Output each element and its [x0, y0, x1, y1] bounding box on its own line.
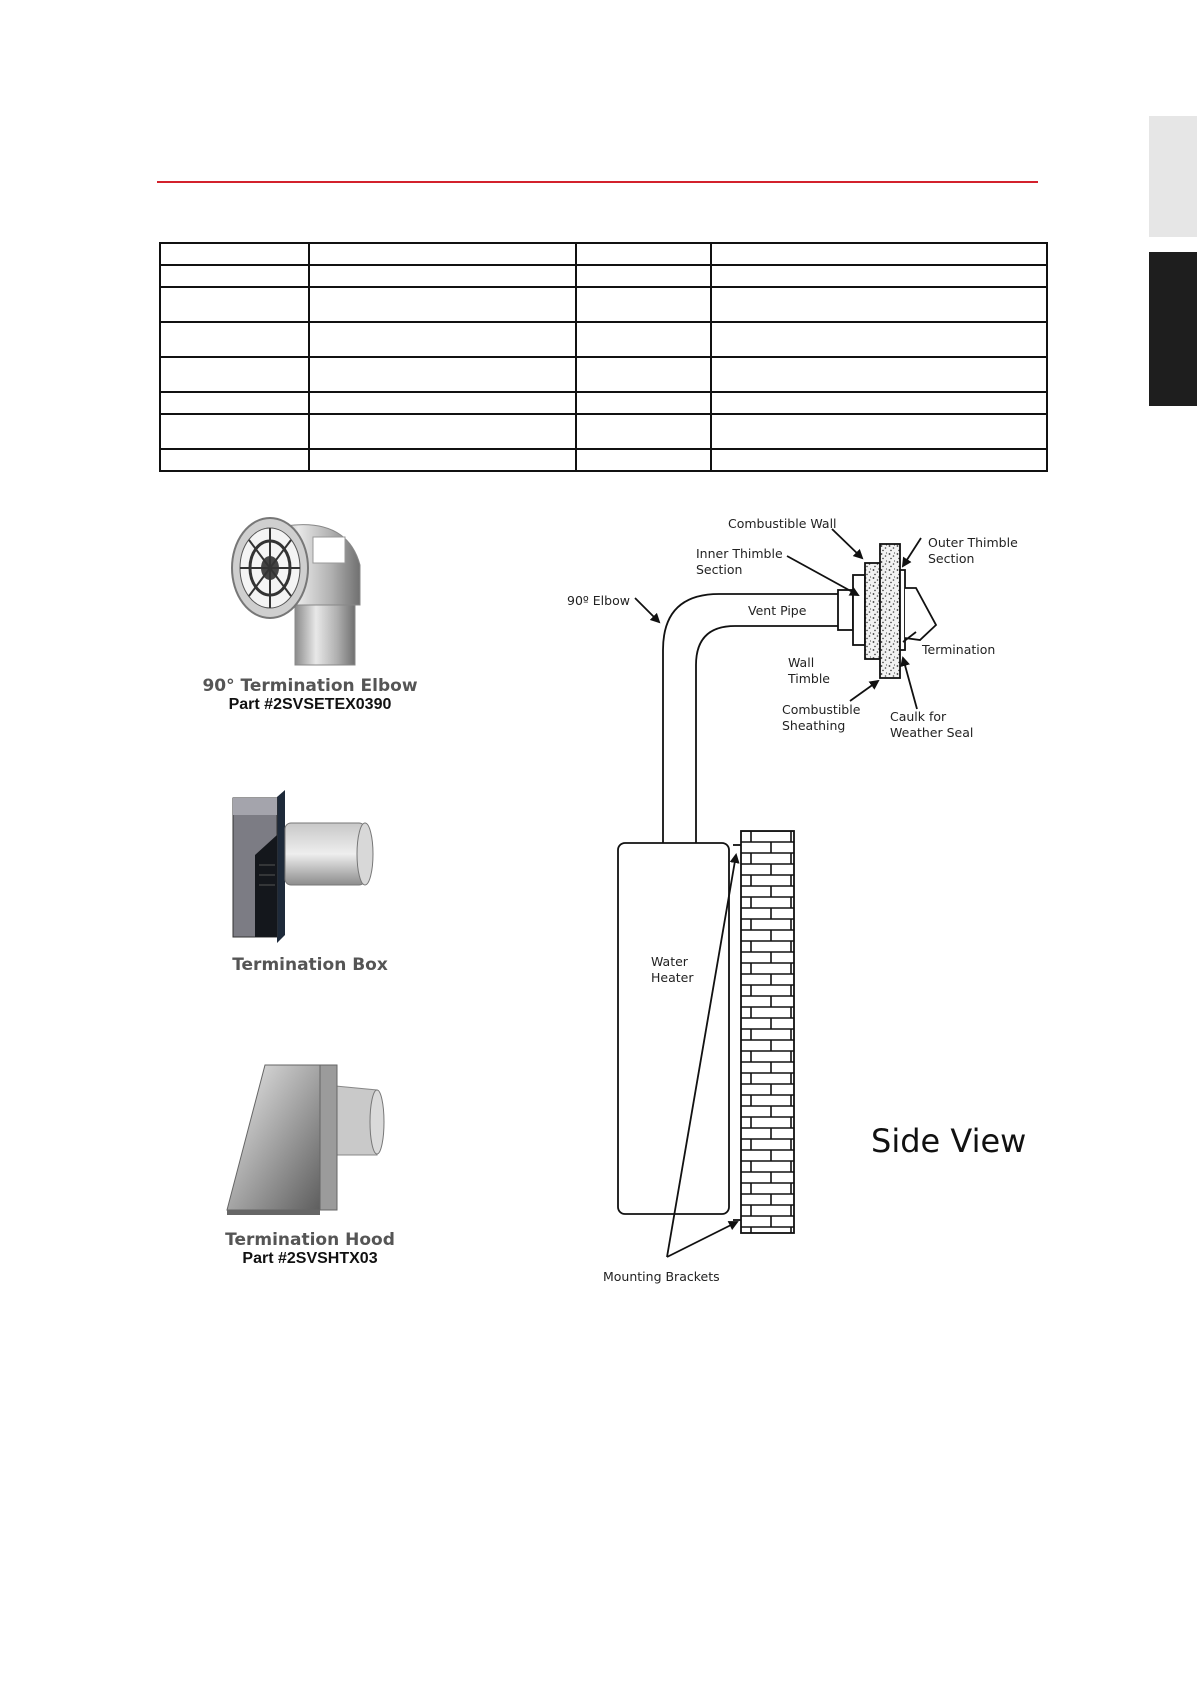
label-inner-thimble-2: Section [696, 562, 743, 577]
product-title: 90° Termination Elbow [202, 676, 418, 696]
label-caulk: Caulk for [890, 709, 947, 724]
label-combustible-wall: Combustible Wall [728, 516, 837, 531]
label-water-heater: Water [651, 954, 688, 969]
combustible-wall-section [865, 563, 880, 659]
label-mounting-brackets: Mounting Brackets [603, 1269, 720, 1284]
brick-wall [741, 831, 794, 1233]
label-termination: Termination [922, 642, 996, 657]
label-sheathing-2: Sheathing [782, 718, 846, 733]
label-water-heater-2: Heater [651, 970, 694, 985]
side-view-title: Side View [871, 1122, 1027, 1160]
label-outer-thimble-2: Section [928, 551, 975, 566]
label-caulk-2: Weather Seal [890, 725, 974, 740]
label-outer-thimble: Outer Thimble [928, 535, 1018, 550]
label-wall-timble: Wall [788, 655, 815, 670]
label-elbow: 90º Elbow [567, 593, 630, 608]
combustible-sheathing [880, 544, 900, 678]
label-vent-pipe: Vent Pipe [748, 603, 807, 618]
product-part-number: Part #2SVSHTX03 [242, 1250, 378, 1267]
product-title: Termination Hood [225, 1230, 395, 1250]
water-heater [618, 843, 729, 1214]
product-part-number: Part #2SVSETEX0390 [228, 696, 392, 713]
label-sheathing: Combustible [782, 702, 861, 717]
product-title: Termination Box [232, 955, 388, 975]
label-wall-timble-2: Timble [788, 671, 830, 686]
label-inner-thimble: Inner Thimble [696, 546, 783, 561]
